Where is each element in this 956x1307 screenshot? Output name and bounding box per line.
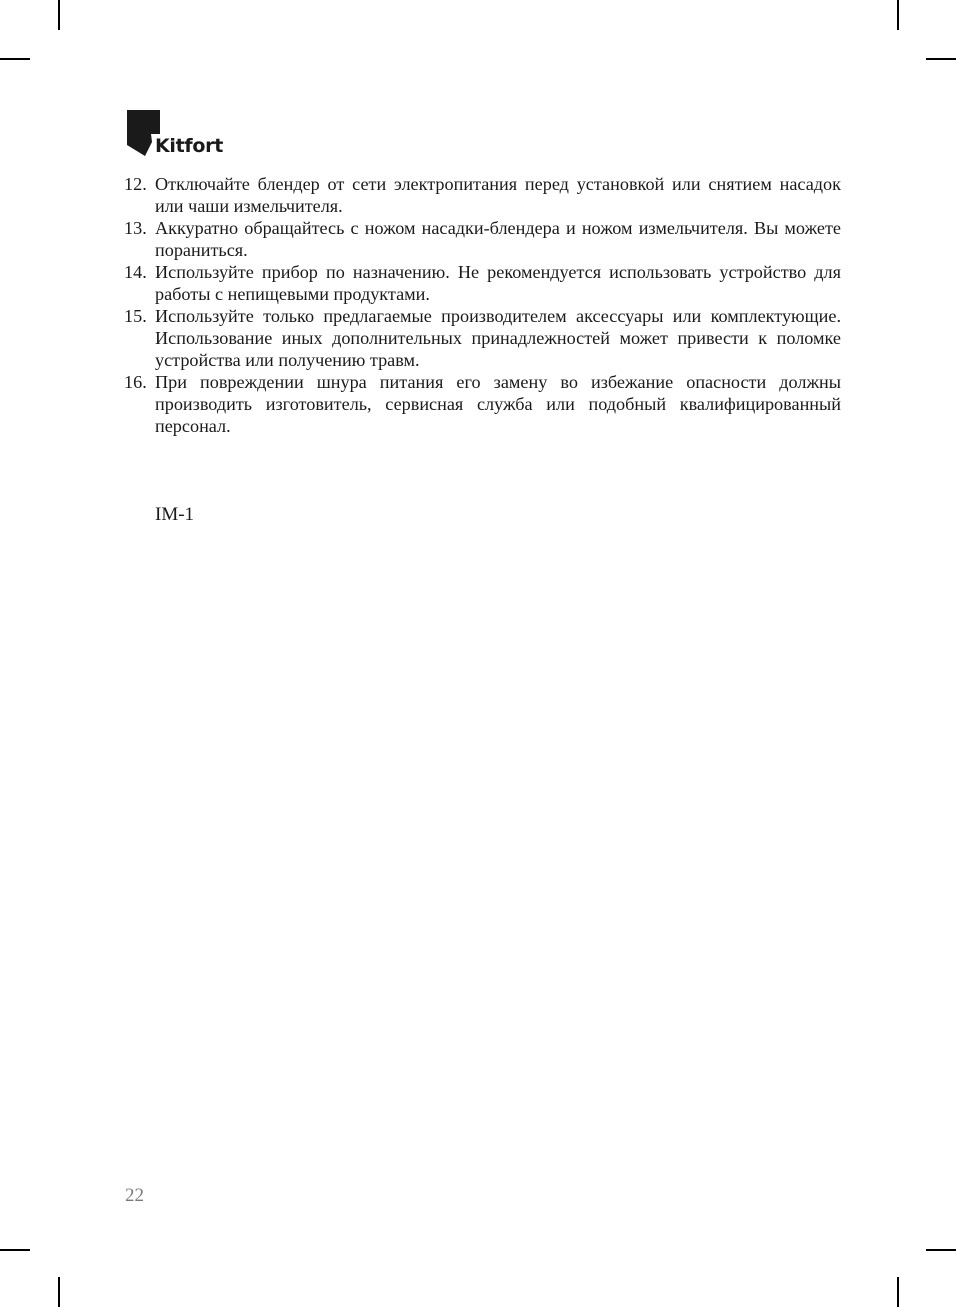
brand-name: Kitfort — [155, 135, 223, 157]
crop-mark-bottom-right-horizontal — [926, 1249, 956, 1251]
page-number: 22 — [125, 1185, 144, 1206]
list-item — [124, 305, 841, 371]
list-item — [124, 371, 841, 437]
item-text: Используйте только предлагаемые производителем аксессуары или комплектующие. Использование иных дополнительных принадлежностей может привести к поломке устройства или получению травм. — [155, 306, 841, 370]
item-text: При повреждении шнура питания его замену во избежание опасности должны производить изготовитель, сервисная служба или подобный квалифицированный персонал. — [155, 372, 841, 436]
item-number: 13. — [124, 218, 147, 238]
item-text: Отключайте блендер от сети электропитания перед установкой или снятием насадок или чаши измельчителя. — [155, 174, 841, 216]
crop-mark-top-left-vertical — [58, 0, 60, 30]
item-number: 15. — [124, 306, 147, 326]
item-number: 14. — [124, 262, 147, 282]
item-text: Аккуратно обращайтесь с ножом насадки-блендера и ножом измельчителя. Вы можете пораниться. — [155, 218, 841, 260]
item-number: 16. — [124, 372, 147, 392]
crop-mark-bottom-left-vertical — [58, 1277, 60, 1307]
item-text: Используйте прибор по назначению. Не рекомендуется использовать устройство для работы с непищевыми продуктами. — [155, 262, 841, 304]
list-item — [124, 173, 841, 217]
crop-mark-bottom-right-vertical — [897, 1277, 899, 1307]
crop-mark-top-right-vertical — [897, 0, 899, 30]
list-item — [124, 261, 841, 305]
brand-logo — [126, 109, 226, 159]
safety-instructions-list — [124, 173, 841, 437]
crop-mark-top-left-horizontal — [0, 58, 30, 60]
document-code: IM-1 — [155, 504, 195, 525]
crop-mark-top-right-horizontal — [926, 58, 956, 60]
list-item — [124, 217, 841, 261]
item-number: 12. — [124, 174, 147, 194]
crop-mark-bottom-left-horizontal — [0, 1249, 30, 1251]
